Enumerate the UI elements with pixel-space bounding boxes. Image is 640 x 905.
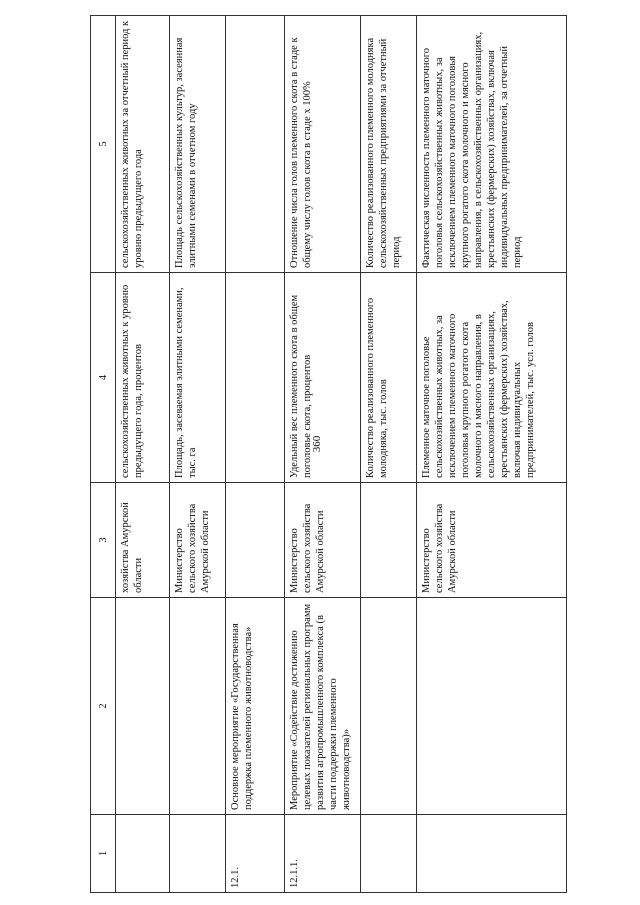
executor-cell: Министерство сельского хозяйства Амурской области (417, 483, 567, 598)
executor-cell: Министерство сельского хозяйства Амурской области (284, 483, 360, 598)
row-number-cell: 12.1. (226, 815, 284, 893)
indicator-cell (226, 273, 284, 483)
table-row (116, 16, 170, 893)
executor-cell: Министерство сельского хозяйства Амурской области (170, 483, 226, 598)
row-number-cell (170, 815, 226, 893)
row-number-cell (361, 815, 417, 893)
header-cell-3: 3 (91, 483, 116, 598)
row-number-cell (417, 815, 567, 893)
header-cell-2: 2 (91, 598, 116, 815)
indicator-cell: Удельный вес племенного скота в общем поголовье скота, процентов (284, 273, 360, 483)
measure-name-cell: Мероприятие «Содействие достижению целевых показателей региональных программ развития агропромышленного комплекса (в части поддержки племенного животноводства)» (284, 598, 360, 815)
table-row (417, 16, 567, 893)
measure-name-cell (417, 598, 567, 815)
method-cell: Площадь сельскохозяйственных культур, засеянная элитными семенами в отчетном году (170, 16, 226, 273)
measure-name-cell (170, 598, 226, 815)
executor-cell (361, 483, 417, 598)
document-table-rotated (90, 16, 567, 893)
header-cell-4: 4 (91, 273, 116, 483)
indicators-table (90, 15, 567, 893)
table-row (170, 16, 226, 893)
header-cell-5: 5 (91, 16, 116, 273)
table-row (226, 16, 284, 893)
header-cell-1: 1 (91, 815, 116, 893)
row-number-cell: 12.1.1. (284, 815, 360, 893)
page-number: 360 (311, 435, 323, 453)
method-cell: Фактическая численность племенного маточного поголовья сельскохозяйственных животных, за исключением племенного маточного поголовья крупного рогатого скота молочного и мясного направления, в сельскохозяйственных организациях, крестьянских (фермерских) хозяйствах, включая индивидуальных предпринимателей, за отчетный период (417, 16, 567, 273)
executor-cell (226, 483, 284, 598)
indicator-cell: сельскохозяйственных животных к уровню предыдущего года, процентов (116, 273, 170, 483)
row-number-cell (116, 815, 170, 893)
executor-cell: хозяйства Амурской области (116, 483, 170, 598)
method-cell: Отношение числа голов племенного скота в стаде к общему числу голов скота в стаде х 100% (284, 16, 360, 273)
measure-name-cell (361, 598, 417, 815)
table-row (284, 16, 360, 893)
indicator-cell: Племенное маточное поголовье сельскохозяйственных животных, за исключением племенного маточного поголовья крупного рогатого скота молочного и мясного направления, в сельскохозяйственных организациях, крестьянских (фермерских) хозяйствах, включая индивидуальных предпринимателей, тыс. усл. голов (417, 273, 567, 483)
method-cell: сельскохозяйственных животных за отчетный период к уровню предыдущего года (116, 16, 170, 273)
table-header-row (91, 16, 116, 893)
method-cell (226, 16, 284, 273)
indicator-cell: Количество реализованного племенного молодняка, тыс. голов (361, 273, 417, 483)
indicator-cell: Площадь, засеваемая элитными семенами, тыс. га (170, 273, 226, 483)
measure-name-cell: Основное мероприятие «Государственная поддержка племенного животноводства» (226, 598, 284, 815)
measure-name-cell (116, 598, 170, 815)
table-row (361, 16, 417, 893)
method-cell: Количество реализованного племенного молодняка сельскохозяйственных предприятиями за отчетный период (361, 16, 417, 273)
